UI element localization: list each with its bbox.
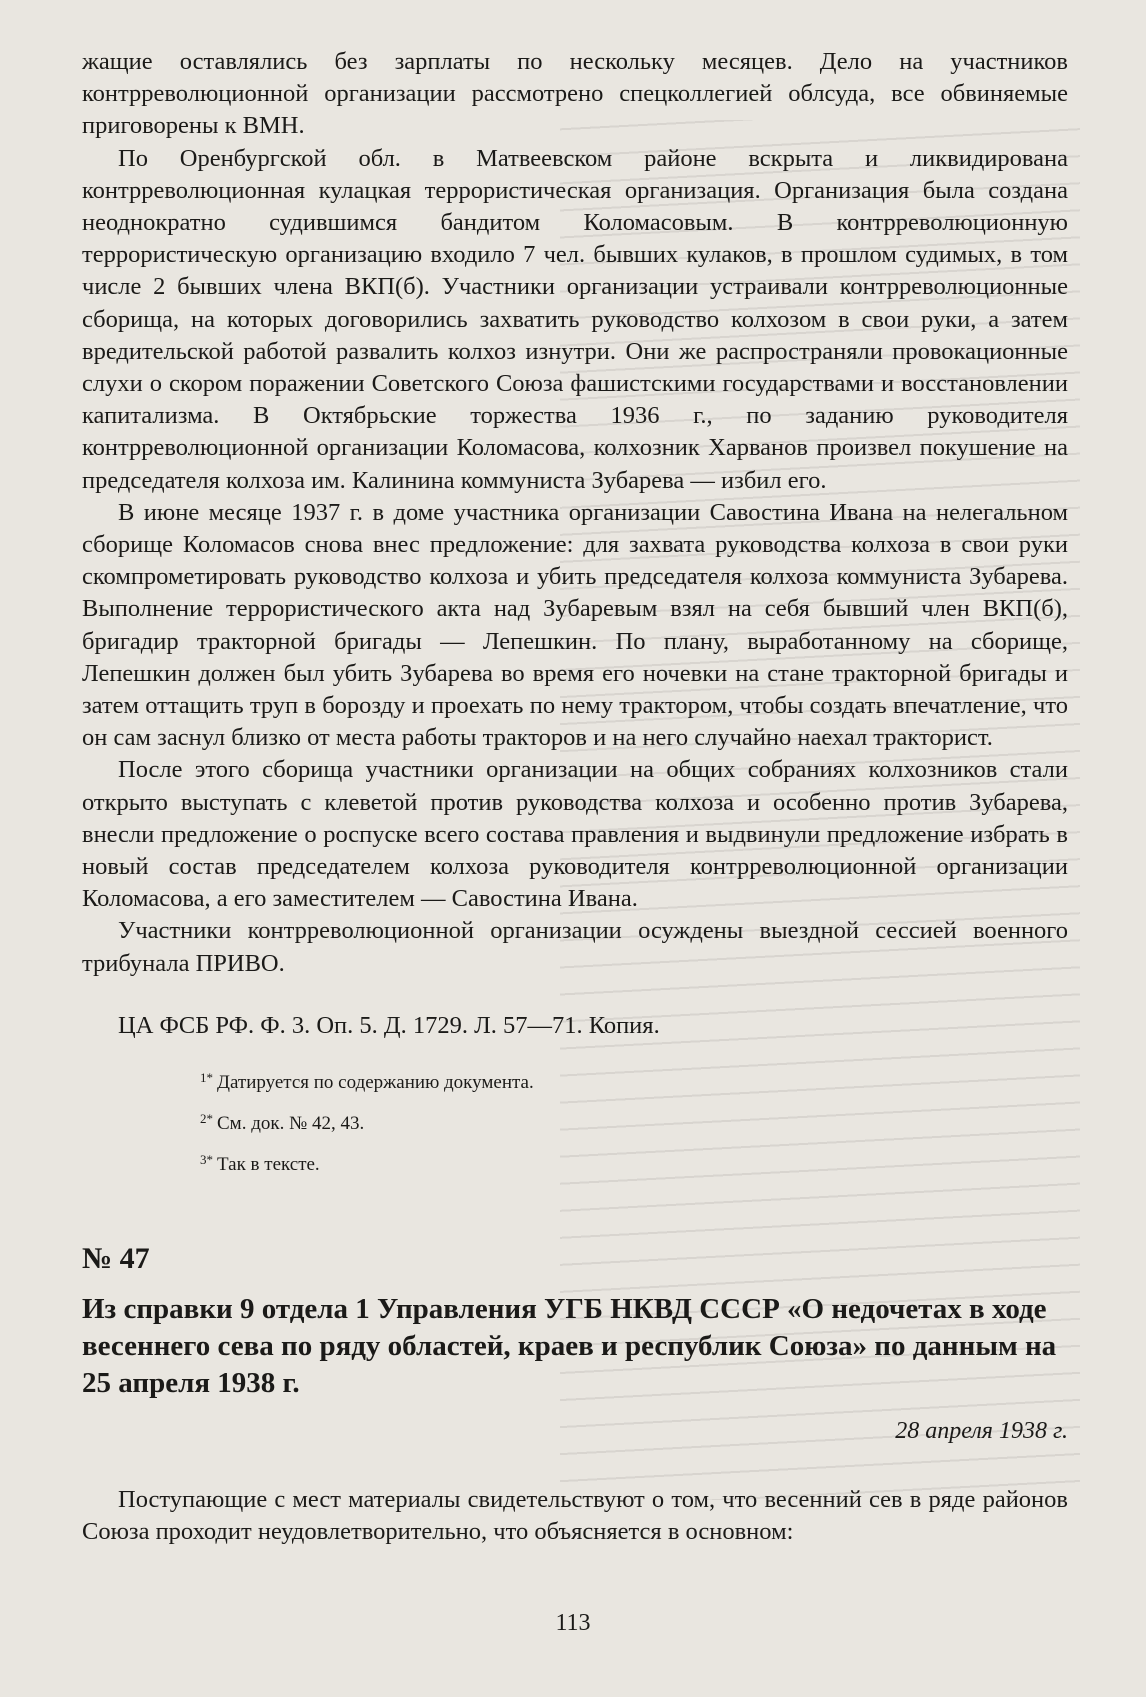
footnote-3 bbox=[200, 1142, 1068, 1183]
footnote-1-mark: 1* bbox=[200, 1069, 213, 1085]
paragraph-verdict: Участники контрреволюционной организации осуждены выездной сессией военного трибунала ПРИВО. bbox=[82, 917, 1068, 977]
paragraph-continuation: жащие оставлялись без зарплаты по нескольку месяцев. Дело на участников контрреволюционной организации рассмотрено спецколлегией облсуда, все обвиняемые приговорены к ВМН. bbox=[82, 48, 1068, 140]
archive-reference: ЦА ФСБ РФ. Ф. 3. Оп. 5. Д. 1729. Л. 57—71. Копия. bbox=[118, 1011, 660, 1039]
paragraph-june-1937: В июне месяце 1937 г. в доме участника организации Савостина Ивана на нелегальном сборище Коломасов снова внес предложение: для захвата руководства колхоза в свои руки скомпрометировать руководство колхоза и убить председателя колхоза коммуниста Зубарева. Выполнение террористического акта над Зубаревым взял на себя бывший член ВКП(б), бригадир тракторной бригады — Лепешкин. По плану, выработанному на сборище, Лепешкин должен был убить Зубарева во время его ночевки на стане тракторной бригады и затем оттащить труп в борозду и проехать по нему трактором, чтобы создать впечатление, что он сам заснул близко от места работы тракторов и на него случайно наехал тракторист. bbox=[82, 498, 1068, 752]
footnote-1-text: Датируется по содержанию документа. bbox=[217, 1071, 534, 1093]
paragraph-orenburg: По Оренбургской обл. в Матвеевском районе вскрыта и ликвидирована контрреволюционная кулацкая террористическая организация. Организация была создана неоднократно судившимся бандитом Коломасовым. В контрреволюционную террористическую организацию входило 7 чел. бывших кулаков, в прошлом судимых, в том числе 2 бывших члена ВКП(б). Участники организации устраивали контрреволюционные сборища, на которых договорились захватить руководство колхозом в свои руки, а затем вредительской работой развалить колхоз изнутри. Они же распространяли провокационные слухи о скором поражении Советского Союза фашистскими государствами и восстановлении капитализма. В Октябрьские торжества 1936 г., по заданию руководителя контрреволюционной организации Коломасова, колхозник Харванов произвел покушение на председателя колхоза им. Калинина коммуниста Зубарева — избил его. bbox=[82, 144, 1068, 494]
footnote-2-text: См. док. № 42, 43. bbox=[217, 1112, 365, 1134]
document-intro: Поступающие с мест материалы свидетельствуют о том, что весенний сев в ряде районов Союза проходит неудовлетворительно, что объясняется в основном: bbox=[82, 1485, 1068, 1546]
paragraph-after-meeting: После этого сборища участники организации на общих собраниях колхозников стали открыто выступать с клеветой против руководства колхоза и особенно против Зубарева, внесли предложение о роспуске всего состава правления и выдвинули предложение избрать в новый состав председателем колхоза руководителя контрреволюционной организации Коломасова, а его заместителем — Савостина Ивана. bbox=[82, 756, 1068, 913]
footnote-3-text: Так в тексте. bbox=[217, 1153, 320, 1175]
footnote-2-mark: 2* bbox=[200, 1110, 213, 1126]
document-title: Из справки 9 отдела 1 Управления УГБ НКВД СССР «О недочетах в ходе весеннего сева по ряду областей, краев и республик Союза» по данным на 25 апреля 1938 г. bbox=[82, 1292, 1057, 1399]
document-date: 28 апреля 1938 г. bbox=[895, 1417, 1068, 1444]
page-number: 113 bbox=[555, 1610, 591, 1636]
footnote-2 bbox=[200, 1101, 1068, 1142]
footnote-1 bbox=[200, 1060, 1068, 1101]
footnotes bbox=[200, 1060, 1068, 1183]
footnote-3-mark: 3* bbox=[200, 1151, 213, 1167]
document-body bbox=[82, 46, 1068, 980]
document-number: № 47 bbox=[82, 1241, 150, 1275]
